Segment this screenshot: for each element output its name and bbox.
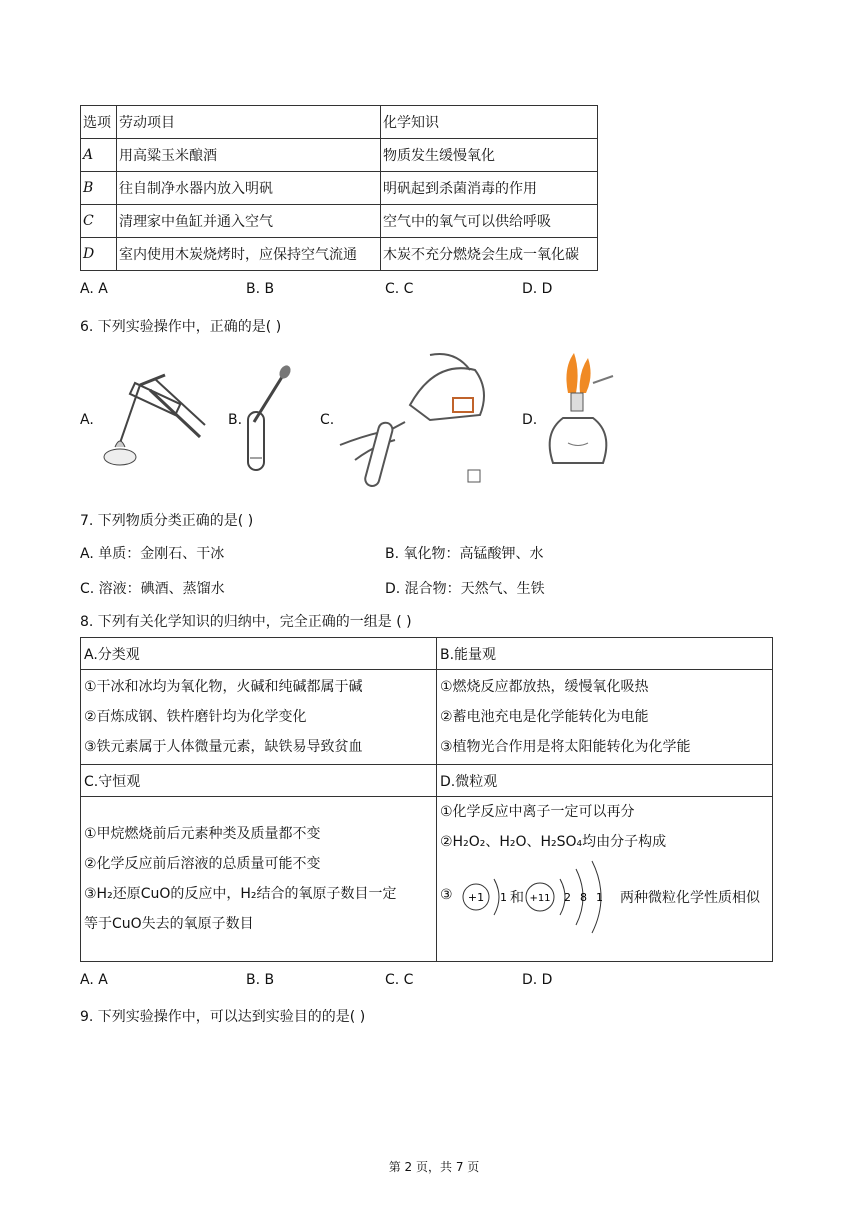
alcohol-lamp-icon — [538, 348, 618, 473]
list-item: ①甲烷燃烧前后元素种类及质量都不变 — [84, 826, 321, 842]
q7-option-a[interactable]: A. 单质：金刚石、干冰 — [80, 546, 225, 562]
table-cell: 明矾起到杀菌消毒的作用 — [381, 172, 598, 205]
q6-label-c[interactable]: C. — [320, 412, 335, 428]
table-header-cell: 劳动项目 — [117, 106, 381, 139]
table-cell: C — [81, 205, 117, 238]
q8-table — [80, 637, 773, 962]
q8-b-title: B.能量观 — [437, 638, 773, 670]
connector-text: 和 — [510, 890, 524, 906]
list-item: ①化学反应中离子一定可以再分 — [440, 804, 635, 820]
hydrogen-atom-diagram — [458, 865, 512, 929]
q8-c-items — [81, 797, 437, 962]
table-header-cell: 选项 — [81, 106, 117, 139]
q6-stem: 6. 下列实验操作中，正确的是( ) — [80, 319, 282, 335]
list-item: ③铁元素属于人体微量元素，缺铁易导致贫血 — [84, 739, 363, 755]
table-cell: 室内使用木炭烧烤时，应保持空气流通 — [117, 238, 381, 271]
table-cell: 清理家中鱼缸并通入空气 — [117, 205, 381, 238]
list-item: ①干冰和冰均为氧化物，火碱和纯碱都属于碱 — [84, 679, 363, 695]
list-item: 两种微粒化学性质相似 — [620, 890, 760, 906]
q8-stem: 8. 下列有关化学知识的归纳中，完全正确的一组是 ( ) — [80, 614, 412, 630]
page-footer: 第 2 页，共 7 页 — [388, 1160, 480, 1174]
q7-option-d[interactable]: D. 混合物：天然气、生铁 — [385, 581, 545, 597]
table-cell: A — [81, 139, 117, 172]
option-d[interactable]: D. D — [522, 281, 553, 297]
q8-options — [80, 972, 680, 992]
q7-option-b[interactable]: B. 氧化物：高锰酸钾、水 — [385, 546, 544, 562]
option-b[interactable]: B. B — [246, 281, 275, 297]
q6-label-d[interactable]: D. — [522, 412, 538, 428]
q9-stem: 9. 下列实验操作中，可以达到实验目的的是( ) — [80, 1009, 366, 1025]
table-cell: 木炭不充分燃烧会生成一氧化碳 — [381, 238, 598, 271]
table-row — [81, 765, 773, 797]
q8-a-title: A.分类观 — [81, 638, 437, 670]
list-item: 等于CuO失去的氧原子数目 — [84, 916, 254, 932]
q5-options — [80, 281, 680, 301]
table-row — [81, 638, 773, 670]
q8-d-items — [437, 797, 773, 962]
q8-c-title: C.守恒观 — [81, 765, 437, 797]
shell-label: 2 — [564, 891, 571, 904]
table-cell: 往自制净水器内放入明矾 — [117, 172, 381, 205]
nucleus-label: +1 — [467, 891, 485, 904]
list-item: ②H₂O₂、H₂O、H₂SO₄均由分子构成 — [440, 834, 667, 850]
table-cell: 用高粱玉米酿酒 — [117, 139, 381, 172]
q5-table — [80, 105, 598, 271]
q8-b-items — [437, 670, 773, 765]
q7-stem: 7. 下列物质分类正确的是( ) — [80, 513, 254, 529]
table-row — [81, 238, 598, 271]
table-row — [81, 797, 773, 962]
option-b[interactable]: B. B — [246, 972, 275, 988]
list-item: ③H₂还原CuO的反应中，H₂结合的氧原子数目一定 — [84, 886, 397, 902]
option-a[interactable]: A. A — [80, 972, 108, 988]
nucleus-label: +11 — [529, 893, 551, 904]
list-item: ②蓄电池充电是化学能转化为电能 — [440, 709, 649, 725]
table-cell: B — [81, 172, 117, 205]
table-row — [81, 106, 598, 139]
table-row — [81, 172, 598, 205]
q8-d-title: D.微粒观 — [437, 765, 773, 797]
heating-test-tube-icon — [95, 365, 210, 475]
table-row — [81, 139, 598, 172]
shell-label: 1 — [500, 891, 507, 904]
sodium-atom-diagram — [524, 857, 620, 937]
q7-option-c[interactable]: C. 溶液：碘酒、蒸馏水 — [80, 581, 225, 597]
table-cell: 物质发生缓慢氧化 — [381, 139, 598, 172]
option-a[interactable]: A. A — [80, 281, 108, 297]
list-item: ②化学反应前后溶液的总质量可能不变 — [84, 856, 321, 872]
item-number: ③ — [440, 887, 453, 903]
table-row — [81, 205, 598, 238]
q6-label-b[interactable]: B. — [228, 412, 243, 428]
q6-label-a[interactable]: A. — [80, 412, 94, 428]
q8-a-items — [81, 670, 437, 765]
table-cell: D — [81, 238, 117, 271]
pouring-liquid-icon — [335, 350, 500, 490]
list-item: ①燃烧反应都放热，缓慢氧化吸热 — [440, 679, 649, 695]
option-d[interactable]: D. D — [522, 972, 553, 988]
table-row — [81, 670, 773, 765]
table-cell: 空气中的氧气可以供给呼吸 — [381, 205, 598, 238]
atom-structure-row — [440, 857, 769, 937]
list-item: ②百炼成钢、铁杵磨针均为化学变化 — [84, 709, 307, 725]
shell-label: 8 — [580, 891, 587, 904]
option-c[interactable]: C. C — [385, 972, 414, 988]
dropper-test-tube-icon — [240, 362, 295, 477]
list-item: ③植物光合作用是将太阳能转化为化学能 — [440, 739, 691, 755]
shell-label: 1 — [596, 891, 603, 904]
table-header-cell: 化学知识 — [381, 106, 598, 139]
option-c[interactable]: C. C — [385, 281, 414, 297]
